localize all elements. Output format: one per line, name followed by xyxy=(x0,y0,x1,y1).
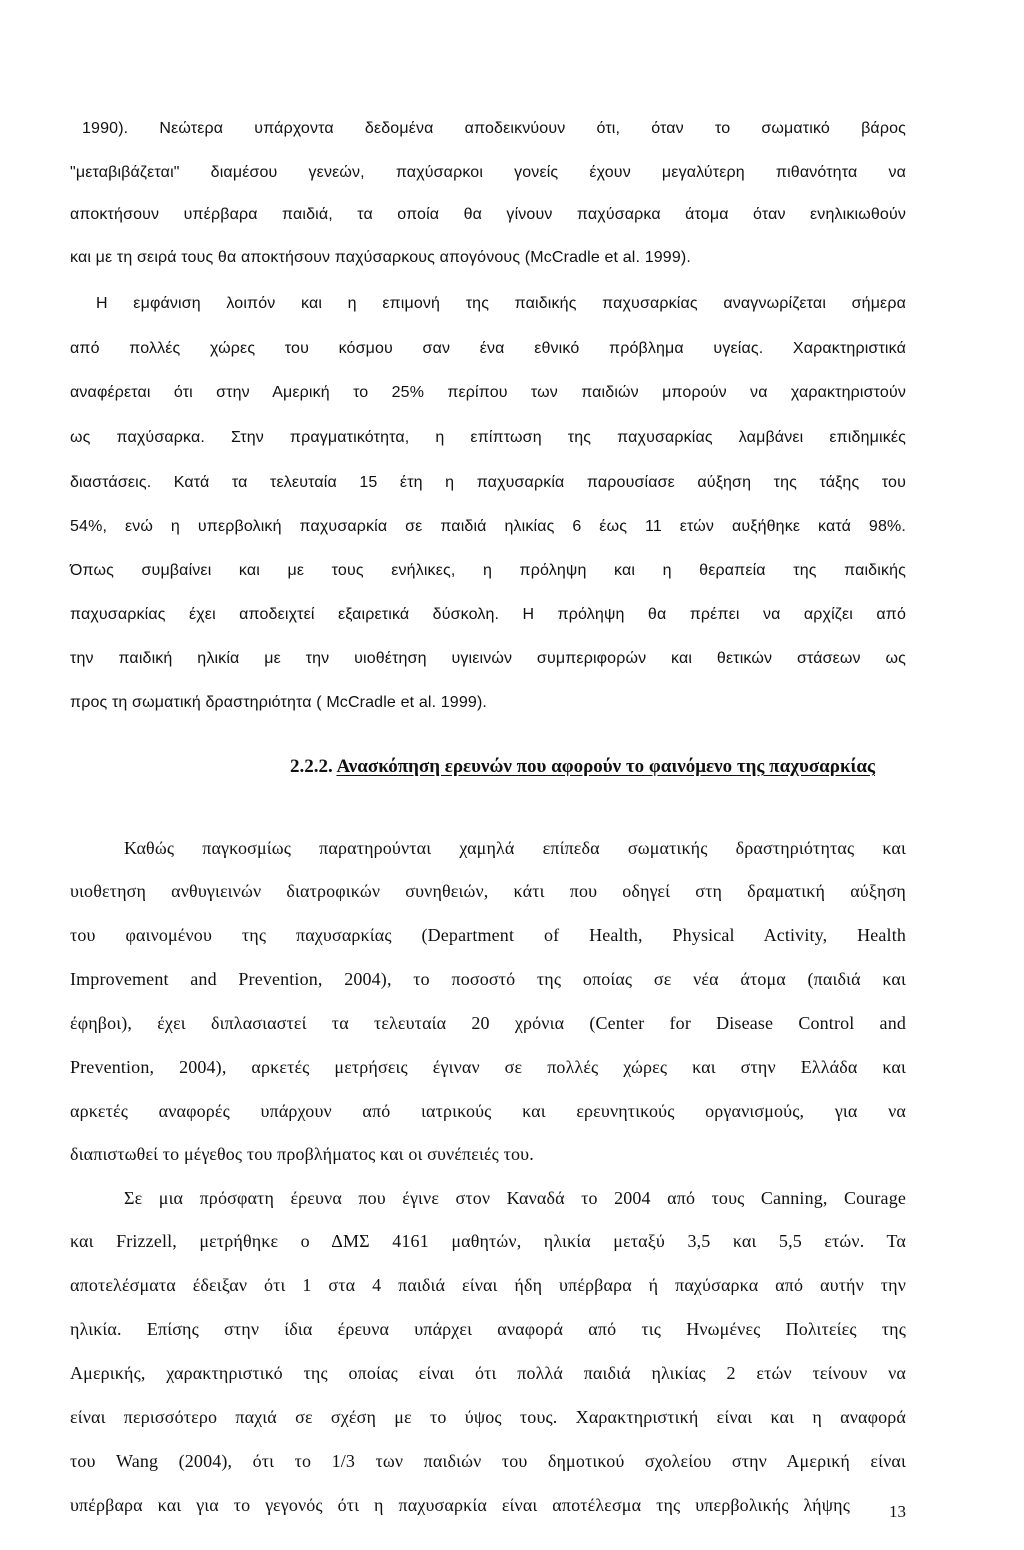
text-line: αρκετές αναφορές υπάρχουν από ιατρικούς και ερευνητικούς οργανισμούς, για να xyxy=(70,1101,906,1121)
text-line: υιοθετηση ανθυγιεινών διατροφικών συνηθειών, κάτι που οδηγεί στη δραματική αύξηση xyxy=(70,881,906,901)
text-line: Η εμφάνιση λοιπόν και η επιμονή της παιδικής παχυσαρκίας αναγνωρίζεται σήμερα xyxy=(96,295,906,312)
text-line: διαστάσεις. Κατά τα τελευταία 15 έτη η παχυσαρκία παρουσίασε αύξηση της τάξης του xyxy=(70,474,906,491)
text-line: Καθώς παγκοσμίως παρατηρούνται χαμηλά επίπεδα σωματικής δραστηριότητας και xyxy=(124,838,906,858)
section-number: 2.2.2. xyxy=(290,756,333,777)
text-line: "μεταβιβάζεται" διαμέσου γενεών, παχύσαρκοι γονείς έχουν μεγαλύτερη πιθανότητα να xyxy=(70,164,906,181)
text-line: αναφέρεται ότι στην Αμερική το 25% περίπου των παιδιών μπορούν να χαρακτηριστούν xyxy=(70,384,906,401)
page-number: 13 xyxy=(889,1502,906,1521)
text-line: Improvement and Prevention, 2004), το ποσοστό της οποίας σε νέα άτομα (παιδιά και xyxy=(70,969,906,989)
section-title: Ανασκόπηση ερευνών που αφορούν το φαινόμενο της παχυσαρκίας xyxy=(336,756,876,777)
text-line: ως παχύσαρκα. Στην πραγματικότητα, η επίπτωση της παχυσαρκίας λαμβάνει επιδημικές xyxy=(70,429,906,446)
text-line: έφηβοι), έχει διπλασιαστεί τα τελευταία 20 χρόνια (Center for Disease Control and xyxy=(70,1013,906,1033)
text-line: είναι περισσότερο παχιά σε σχέση με το ύψος τους. Χαρακτηριστική είναι και η αναφορά xyxy=(70,1407,906,1427)
text-line: παχυσαρκίας έχει αποδειχτεί εξαιρετικά δύσκολη. Η πρόληψη θα πρέπει να αρχίζει από xyxy=(70,606,906,623)
text-line: ηλικία. Επίσης στην ίδια έρευνα υπάρχει αναφορά από τις Ηνωμένες Πολιτείες της xyxy=(70,1319,906,1339)
text-line: την παιδική ηλικία με την υιοθέτηση υγιεινών συμπεριφορών και θετικών στάσεων ως xyxy=(70,650,906,667)
text-line: του φαινομένου της παχυσαρκίας (Department of Health, Physical Activity, Health xyxy=(70,925,906,945)
section-heading xyxy=(290,756,875,778)
text-line: Όπως συμβαίνει και με τους ενήλικες, η πρόληψη και η θεραπεία της παιδικής xyxy=(70,562,906,579)
text-line: διαπιστωθεί το μέγεθος του προβλήματος και οι συνέπειές του. xyxy=(70,1144,534,1164)
text-line: υπέρβαρα και για το γεγονός ότι η παχυσαρκία είναι αποτέλεσμα της υπερβολικής λήψης xyxy=(70,1495,850,1515)
text-line: αποτελέσματα έδειξαν ότι 1 στα 4 παιδιά είναι ήδη υπέρβαρα ή παχύσαρκα από αυτήν την xyxy=(70,1275,906,1295)
text-line: 54%, ενώ η υπερβολική παχυσαρκία σε παιδιά ηλικίας 6 έως 11 ετών αυξήθηκε κατά 98%. xyxy=(70,518,906,535)
text-line: 1990). Νεώτερα υπάρχοντα δεδομένα αποδεικνύουν ότι, όταν το σωματικό βάρος xyxy=(82,120,906,137)
text-line: και Frizzell, μετρήθηκε ο ΔΜΣ 4161 μαθητών, ηλικία μεταξύ 3,5 και 5,5 ετών. Τα xyxy=(70,1231,906,1251)
text-line: και με τη σειρά τους θα αποκτήσουν παχύσαρκους απογόνους (McCradle et al. 1999). xyxy=(70,249,691,266)
text-line: Αμερικής, χαρακτηριστικό της οποίας είναι ότι πολλά παιδιά ηλικίας 2 ετών τείνουν να xyxy=(70,1363,906,1383)
text-line: Prevention, 2004), αρκετές μετρήσεις έγιναν σε πολλές χώρες και στην Ελλάδα και xyxy=(70,1057,906,1077)
text-line: Σε μια πρόσφατη έρευνα που έγινε στον Καναδά το 2004 από τους Canning, Courage xyxy=(124,1188,906,1208)
text-line: αποκτήσουν υπέρβαρα παιδιά, τα οποία θα γίνουν παχύσαρκα άτομα όταν ενηλικιωθούν xyxy=(70,206,906,223)
text-line: από πολλές χώρες του κόσμου σαν ένα εθνικό πρόβλημα υγείας. Χαρακτηριστικά xyxy=(70,340,906,357)
text-line: προς τη σωματική δραστηριότητα ( McCradle et al. 1999). xyxy=(70,694,488,711)
text-line: του Wang (2004), ότι το 1/3 των παιδιών του δημοτικού σχολείου στην Αμερική είναι xyxy=(70,1451,906,1471)
